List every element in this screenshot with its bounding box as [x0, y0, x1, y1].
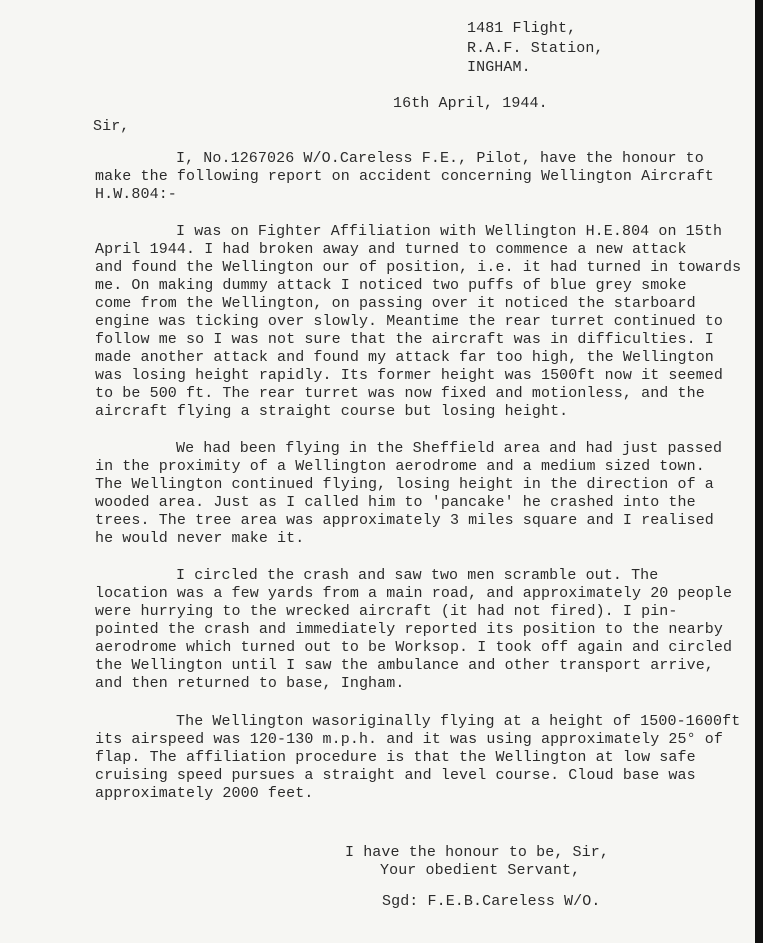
- paragraph-line: in the proximity of a Wellington aerodrome and a medium sized town.: [95, 458, 705, 475]
- address-line-station: R.A.F. Station,: [467, 40, 604, 57]
- paragraph-line: its airspeed was 120-130 m.p.h. and it was using approximately 25° of: [95, 731, 724, 748]
- paragraph-line: follow me so I was not sure that the aircraft was in difficulties. I: [95, 331, 714, 348]
- paragraph-line: were hurrying to the wrecked aircraft (it had not fired). I pin-: [95, 603, 678, 620]
- scan-edge: [755, 0, 763, 943]
- paragraph-line: wooded area. Just as I called him to 'pancake' he crashed into the: [95, 494, 696, 511]
- paragraph-line: engine was ticking over slowly. Meantime the rear turret continued to: [95, 313, 724, 330]
- signature: Sgd: F.E.B.Careless W/O.: [382, 893, 601, 910]
- address-line-location: INGHAM.: [467, 59, 531, 76]
- salutation: Sir,: [93, 118, 130, 135]
- paragraph-line: pointed the crash and immediately reported its position to the nearby: [95, 621, 724, 638]
- paragraph-line: the Wellington until I saw the ambulance and other transport arrive,: [95, 657, 714, 674]
- paragraph-line: cruising speed pursues a straight and level course. Cloud base was: [95, 767, 696, 784]
- paragraph-line: We had been flying in the Sheffield area and had just passed: [176, 440, 723, 457]
- paragraph-line: April 1944. I had broken away and turned to commence a new attack: [95, 241, 687, 258]
- paragraph-line: The Wellington continued flying, losing height in the direction of a: [95, 476, 714, 493]
- paragraph-line: approximately 2000 feet.: [95, 785, 314, 802]
- paragraph-line: he would never make it.: [95, 530, 305, 547]
- paragraph-line: I circled the crash and saw two men scramble out. The: [176, 567, 659, 584]
- closing-line: I have the honour to be, Sir,: [345, 844, 609, 861]
- paragraph-line: and then returned to base, Ingham.: [95, 675, 405, 692]
- paragraph-line: make the following report on accident concerning Wellington Aircraft: [95, 168, 714, 185]
- paragraph-line: location was a few yards from a main road, and approximately 20 people: [95, 585, 733, 602]
- closing-line: Your obedient Servant,: [380, 862, 581, 879]
- paragraph-line: flap. The affiliation procedure is that the Wellington at low safe: [95, 749, 696, 766]
- paragraph-line: was losing height rapidly. Its former height was 1500ft now it seemed: [95, 367, 724, 384]
- paragraph-line: H.W.804:-: [95, 186, 177, 203]
- letter-date: 16th April, 1944.: [393, 95, 548, 112]
- paragraph-line: and found the Wellington our of position, i.e. it had turned in towards: [95, 259, 742, 276]
- paragraph-line: to be 500 ft. The rear turret was now fixed and motionless, and the: [95, 385, 705, 402]
- paragraph-line: I was on Fighter Affiliation with Wellington H.E.804 on 15th: [176, 223, 723, 240]
- paragraph-line: I, No.1267026 W/O.Careless F.E., Pilot, have the honour to: [176, 150, 704, 167]
- paragraph-line: The Wellington wasoriginally flying at a height of 1500-1600ft: [176, 713, 741, 730]
- paragraph-line: come from the Wellington, on passing over it noticed the starboard: [95, 295, 696, 312]
- paragraph-line: me. On making dummy attack I noticed two puffs of blue grey smoke: [95, 277, 687, 294]
- paragraph-line: aircraft flying a straight course but losing height.: [95, 403, 569, 420]
- paragraph-line: trees. The tree area was approximately 3 miles square and I realised: [95, 512, 714, 529]
- paragraph-line: made another attack and found my attack far too high, the Wellington: [95, 349, 714, 366]
- paragraph-line: aerodrome which turned out to be Worksop. I took off again and circled: [95, 639, 733, 656]
- address-line-unit: 1481 Flight,: [467, 20, 577, 37]
